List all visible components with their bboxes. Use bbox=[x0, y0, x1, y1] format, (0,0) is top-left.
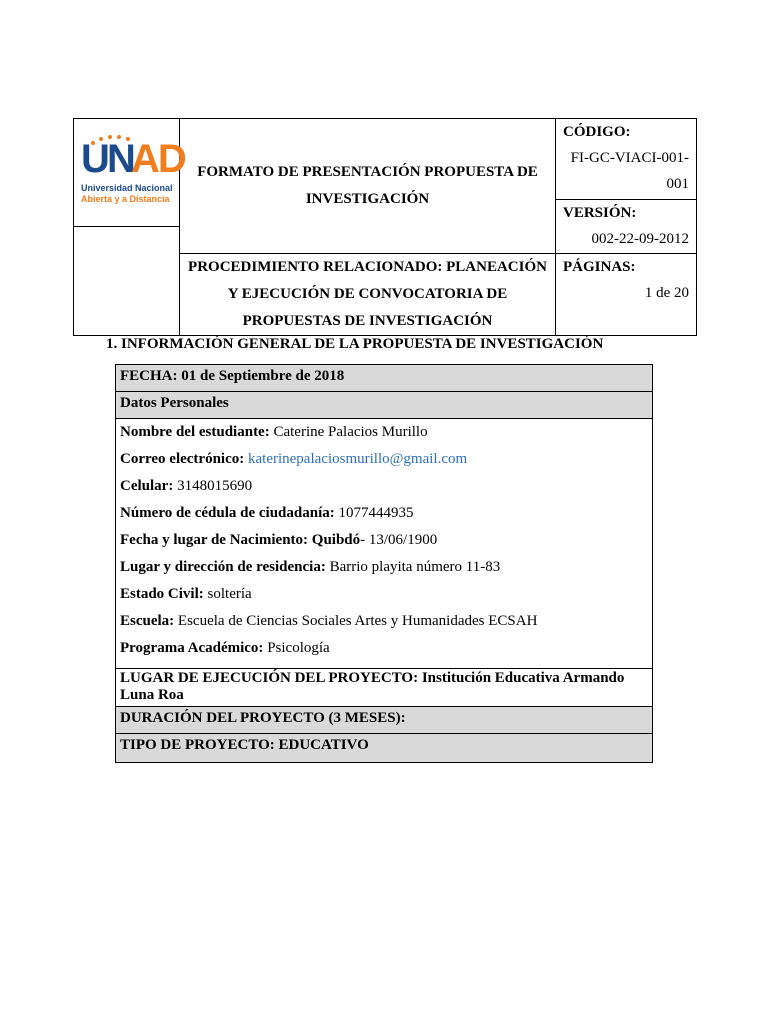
duracion-row: DURACIÓN DEL PROYECTO (3 MESES): bbox=[116, 707, 652, 734]
logo-letter-n: N bbox=[107, 136, 136, 181]
logo-university-line1: Universidad Nacional bbox=[81, 182, 173, 193]
paginas-value: 1 de 20 bbox=[644, 285, 689, 301]
logo-letters-ad: AD bbox=[131, 136, 185, 181]
general-info-table bbox=[115, 364, 653, 763]
format-title: FORMATO DE PRESENTACIÓN PROPUESTA DE INVESTIGACIÓN bbox=[180, 119, 556, 254]
tipo-proyecto-row: TIPO DE PROYECTO: EDUCATIVO bbox=[116, 734, 652, 762]
residencia-field: Lugar y dirección de residencia: Barrio playita número 11-83 bbox=[120, 559, 501, 575]
nombre-field: Nombre del estudiante: Caterine Palacios Murillo bbox=[120, 424, 428, 440]
procedure-title: PROCEDIMIENTO RELACIONADO: PLANEACIÓN Y EJECUCIÓN DE CONVOCATORIA DE PROPUESTAS DE INVESTIGACIÓN bbox=[180, 254, 556, 336]
codigo-value-line1: FI-GC-VIACI-001- bbox=[570, 150, 689, 166]
lugar-ejecucion-row: LUGAR DE EJECUCIÓN DEL PROYECTO: Institución Educativa Armando Luna Roa bbox=[116, 669, 652, 707]
logo-university-line2: Abierta y a Distancia bbox=[81, 193, 170, 204]
unad-logo bbox=[79, 133, 185, 213]
estado-civil-field: Estado Civil: soltería bbox=[120, 586, 252, 602]
paginas-label: PÁGINAS: bbox=[563, 259, 636, 275]
codigo-label: CÓDIGO: bbox=[563, 124, 631, 140]
email-link[interactable]: katerinepalaciosmurillo@gmail.com bbox=[248, 451, 468, 467]
paginas-cell bbox=[556, 254, 697, 336]
section-title: 1. INFORMACIÓN GENERAL DE LA PROPUESTA DE INVESTIGACIÓN bbox=[106, 336, 604, 352]
codigo-cell bbox=[556, 119, 697, 200]
fecha-row: FECHA: 01 de Septiembre de 2018 bbox=[116, 365, 652, 392]
logo-cell bbox=[74, 119, 185, 227]
version-value: 002-22-09-2012 bbox=[591, 231, 689, 247]
nacimiento-field: Fecha y lugar de Nacimiento: Quibdó- 13/06/1900 bbox=[120, 532, 438, 548]
document-header-table bbox=[73, 118, 697, 336]
logo-cell-lower bbox=[74, 227, 180, 336]
version-cell bbox=[556, 200, 697, 254]
celular-field: Celular: 3148015690 bbox=[120, 478, 253, 494]
personal-data-block bbox=[116, 419, 652, 669]
cedula-field: Número de cédula de ciudadanía: 1077444935 bbox=[120, 505, 414, 521]
version-label: VERSIÓN: bbox=[563, 205, 637, 221]
logo-letter-u: U bbox=[81, 136, 109, 181]
programa-field: Programa Académico: Psicología bbox=[120, 640, 330, 656]
correo-field: Correo electrónico: katerinepalaciosmurillo@gmail.com bbox=[120, 451, 468, 467]
datos-personales-row: Datos Personales bbox=[116, 392, 652, 419]
codigo-value-line2: 001 bbox=[666, 176, 689, 192]
escuela-field: Escuela: Escuela de Ciencias Sociales Artes y Humanidades ECSAH bbox=[120, 613, 538, 629]
